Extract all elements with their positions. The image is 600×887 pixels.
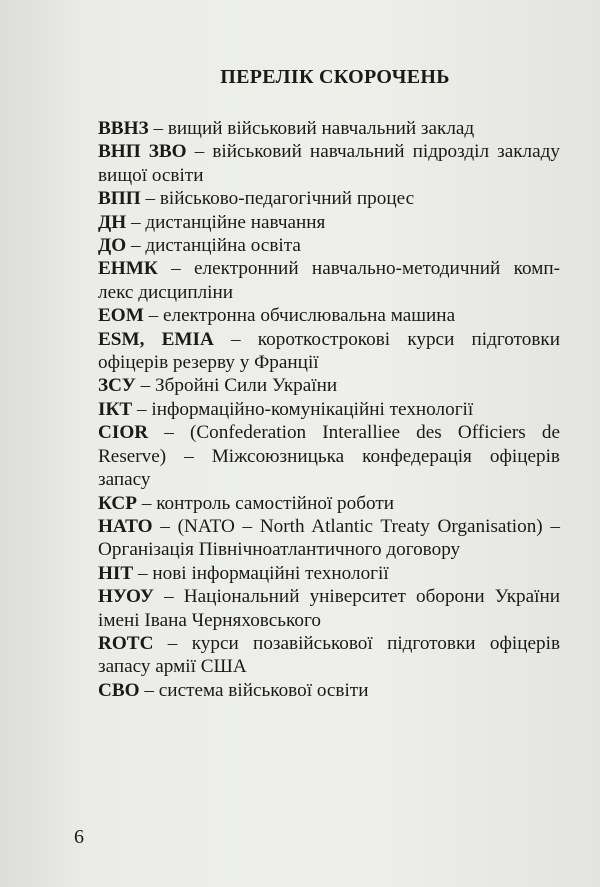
abbreviation-definition: – військовий навчальний підрозділ закладу вищої освіти bbox=[98, 141, 561, 186]
abbreviation-entry bbox=[98, 585, 560, 632]
abbreviation-definition: – електронна обчислювальна машина bbox=[143, 305, 456, 327]
page-title: ПЕРЕЛІК СКОРОЧЕНЬ bbox=[220, 66, 450, 88]
abbreviation-entry bbox=[98, 304, 560, 327]
abbreviation-definition: – (NATO – North Atlantic Treaty Organisation) – Організація Північноатлантичного договору bbox=[98, 515, 560, 561]
abbreviation-definition: – система військової освіти bbox=[139, 679, 369, 701]
abbreviation-term: КСР bbox=[98, 492, 138, 514]
page-number: 6 bbox=[74, 826, 84, 848]
abbreviation-definition: – вищий військовий навчальний заклад bbox=[148, 118, 475, 139]
abbreviation-entry bbox=[98, 117, 560, 140]
abbreviation-list bbox=[98, 117, 560, 702]
abbreviation-term: ЗСУ bbox=[98, 375, 136, 397]
abbreviation-term: ЕОМ bbox=[98, 305, 144, 327]
abbreviation-entry bbox=[98, 374, 560, 397]
abbreviation-term: ДН bbox=[98, 211, 127, 233]
abbreviation-entry bbox=[98, 421, 560, 491]
abbreviation-entry bbox=[98, 187, 560, 210]
abbreviation-term: ІКТ bbox=[98, 398, 133, 420]
abbreviation-entry bbox=[98, 234, 560, 257]
abbreviation-definition: – (Confederation Interalliee des Officiers de Reserve) – Міжсоюзницька конфедерація офіцерів запасу bbox=[98, 422, 560, 491]
abbreviation-term: ВНП ЗВО bbox=[98, 141, 187, 163]
abbreviation-definition: – електронний навчально-методичний комп-лекс дисципліни bbox=[98, 258, 560, 303]
abbreviation-term: ROTC bbox=[98, 632, 154, 654]
abbreviation-definition: – інформаційно-комунікаційні технології bbox=[132, 398, 474, 420]
abbreviation-entry bbox=[98, 632, 560, 679]
abbreviation-term: ESM, EMIA bbox=[98, 328, 214, 350]
abbreviation-definition: – військово-педагогічний процес bbox=[140, 188, 415, 210]
abbreviation-definition: – дистанційна освіта bbox=[126, 235, 301, 257]
abbreviation-entry bbox=[98, 515, 560, 562]
abbreviation-term: НУОУ bbox=[98, 586, 154, 608]
abbreviation-term: СВО bbox=[98, 679, 140, 701]
abbreviation-definition: – нові інформаційні технології bbox=[133, 562, 389, 584]
abbreviation-entry bbox=[98, 679, 560, 702]
abbreviation-definition: – Національний університет оборони України імені Івана Черняховського bbox=[98, 586, 560, 631]
abbreviation-entry bbox=[98, 140, 560, 187]
abbreviation-term: НАТО bbox=[98, 515, 153, 537]
abbreviation-entry bbox=[98, 492, 560, 515]
abbreviation-term: ВВНЗ bbox=[98, 118, 149, 139]
abbreviation-definition: – контроль самостійної роботи bbox=[137, 492, 395, 514]
abbreviation-term: НІТ bbox=[98, 562, 134, 584]
abbreviation-term: ДО bbox=[98, 235, 127, 257]
abbreviation-definition: – дистанційне навчання bbox=[126, 211, 326, 233]
abbreviation-term: CIOR bbox=[98, 422, 149, 444]
abbreviation-definition: – короткострокові курси підготовки офіцерів резерву у Франції bbox=[98, 328, 561, 374]
abbreviation-entry bbox=[98, 398, 560, 421]
abbreviation-entry bbox=[98, 328, 560, 375]
abbreviation-definition: – Збройні Сили України bbox=[135, 375, 338, 397]
abbreviation-definition: – курси позавійськової підготовки офіцерів запасу армії США bbox=[98, 632, 560, 678]
abbreviation-entry bbox=[98, 562, 560, 585]
abbreviation-term: ЕНМК bbox=[98, 258, 158, 280]
abbreviation-term: ВПП bbox=[98, 188, 141, 210]
abbreviation-entry bbox=[98, 211, 560, 234]
abbreviation-entry bbox=[98, 257, 560, 304]
